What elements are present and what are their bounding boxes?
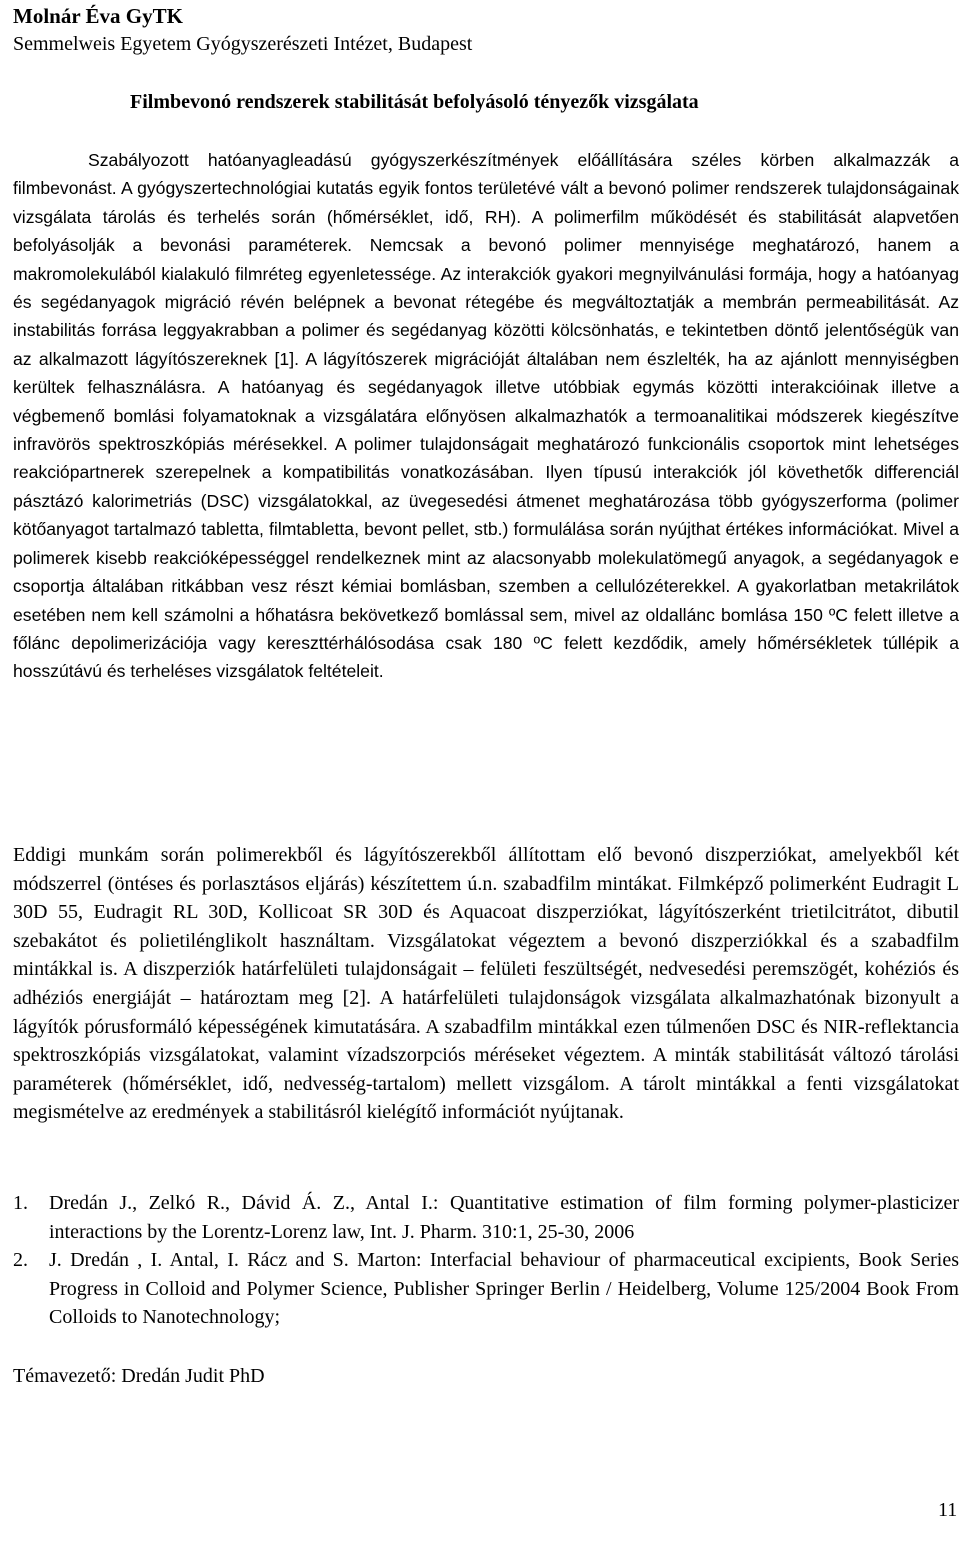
reference-number: 2. xyxy=(13,1249,28,1272)
abstract-body xyxy=(13,146,959,686)
institute-affiliation: Semmelweis Egyetem Gyógyszerészeti Intézet, Budapest xyxy=(13,33,473,55)
reference-item xyxy=(13,1246,959,1332)
abstract-paragraph-2: Eddigi munkám során polimerekből és lágyítószerekből állítottam elő bevonó diszperziókat, amelyekből két módszerrel (öntéses és porlasztásos eljárás) készítettem ú.n. szabadfilm mintákat. Filmképző polimerként Eudragit L 30D 55, Eudragit RL 30D, Kollicoat SR 30D és Aquacoat diszperziókat, lágyítószerként trietilcitrátot, dibutil szebakátot és polietilénglikolt használtam. Vizsgálatokat végeztem a bevonó diszperziókkal és a szabadfilm mintákkal is. A diszperziók határfelületi tulajdonságait – felületi feszültségét, nedvesedési peremszögét, kohéziós és adhéziós energiáját – határoztam meg [2]. A határfelületi tulajdonságok vizsgálata alkalmazhatónak bizonyult a lágyítók pórusformáló képességének kimutatására. A szabadfilm mintákkal ezen túlmenően DSC és NIR-reflektancia spektroszkópiás vizsgálatokat, valamint vízadszorpciós méréseket végeztem. A minták stabilitását változó tárolási paraméterek (hőmérséklet, idő, nedvesség-tartalom) mellett vizsgálom. A tárolt mintákkal a fenti vizsgálatokat megismételve az eredmények a stabilitásról kielégítő információt nyújtanak. xyxy=(13,844,959,1124)
reference-number: 1. xyxy=(13,1192,28,1214)
reference-text: J. Dredán , I. Antal, I. Rácz and S. Marton: Interfacial behaviour of pharmaceutical excipients, Book Series Progress in Colloid and Polymer Science, Publisher Springer Berlin / Heidelberg, Volume 125/2004 Book From Colloids to Nanotechnology; xyxy=(49,1249,959,1329)
abstract-paragraph-1: Szabályozott hatóanyagleadású gyógyszerkészítmények előállítására széles körben alkalmazzák a filmbevonást. A gyógyszertechnológiai kutatás egyik fontos területévé vált a bevonó polimer rendszerek tulajdonságainak vizsgálata tárolás és terhelés során (hőmérséklet, idő, RH). A polimerfilm működését és stabilitását alapvetően befolyásolják a bevonási paraméterek. Nemcsak a bevonó polimer mennyisége meghatározó, hanem a makromolekulából kialakuló filmréteg egyenletessége. Az interakciók gyakori megnyilvánulási formája, hogy a hatóanyag és segédanyagok migráció révén belépnek a bevonat rétegébe és megváltoztatják a membrán permeabilitását. Az instabilitás forrása leggyakrabban a polimer és segédanyag közötti kölcsönhatás, e tekintetben döntő jelentőségük van az alkalmazott lágyítószereknek [1]. A lágyítószerek migrációját általában nem észlelték, ha az ajánlott mennyiségben kerültek felhasználásra. A hatóanyag és segédanyagok illetve utóbbiak egymás közötti interakcióinak illetve a végbemenő bomlási folyamatoknak a vizsgálatára előnyösen alkalmazhatók a termoanalitikai módszerek kiegészítve infravörös spektroszkópiás mérésekkel. A polimer tulajdonságait meghatározó funkcionális csoportok mint lehetséges reakciópartnerek szerepelnek a kompatibilitás vonatkozásában. Ilyen típusú interakciók jól követhetők differenciál pásztázó kalorimetriás (DSC) vizsgálatokkal, az üvegesedési átmenet meghatározása több gyógyszerforma (polimer kötőanyagot tartalmazó tabletta, filmtabletta, bevont pellet, stb.) formulálása során nyújthat értékes információkat. Mivel a polimerek kisebb reakcióképességgel rendelkeznek mint az alacsonyabb molekulatömegű anyagok, a segédanyagok e csoportja általában ritkábban vesz részt kémiai bomlásban, szemben a cellulózéterekkel. A gyakorlatban metakrilátok esetében nem kell számolni a hőhatásra bekövetkező bomlással sem, mivel az oldallánc bomlása 150 ºC felett illetve a főlánc depolimerizációja vagy kereszttérhálósodása csak 180 ºC felett kezdődik, amely hőmérsékletek túllépik a hosszútávú és terheléses vizsgálatok feltételeit. xyxy=(13,150,959,682)
author-name: Molnár Éva GyTK xyxy=(13,4,183,28)
supervisor-line: Témavezető: Dredán Judit PhD xyxy=(13,1365,265,1387)
reference-text: Dredán J., Zelkó R., Dávid Á. Z., Antal I.: Quantitative estimation of film forming polymer-plasticizer interactions by the Lorentz-Lorenz law, Int. J. Pharm. 310:1, 25-30, 2006 xyxy=(49,1192,959,1243)
reference-list xyxy=(13,1189,959,1332)
document-title: Filmbevonó rendszerek stabilitását befolyásoló tényezők vizsgálata xyxy=(130,91,699,113)
page-number: 11 xyxy=(938,1499,958,1521)
reference-item xyxy=(13,1189,959,1246)
